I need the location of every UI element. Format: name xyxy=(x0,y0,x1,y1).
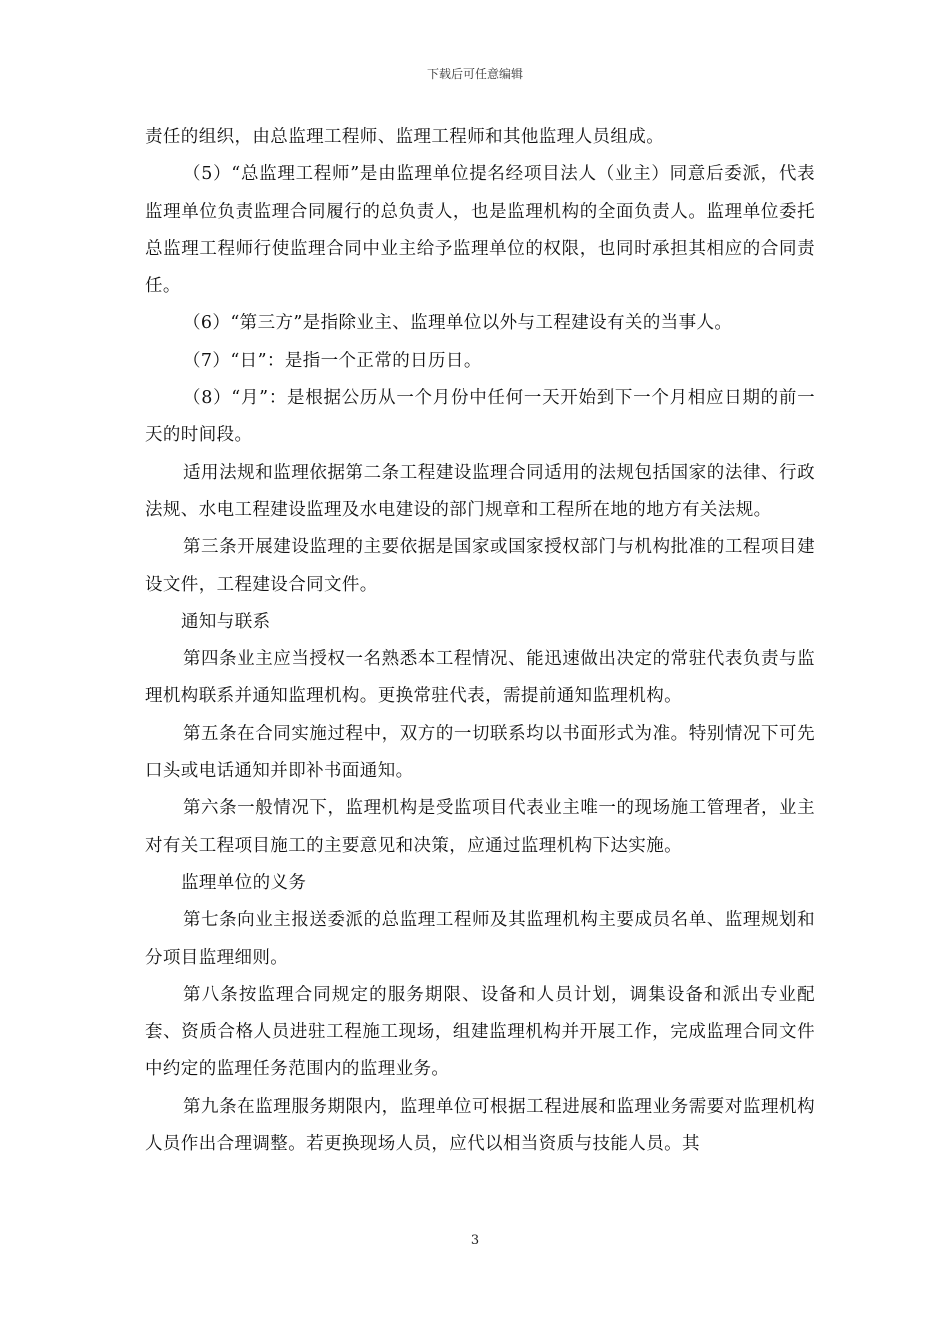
paragraph-article-5: 第五条在合同实施过程中，双方的一切联系均以书面形式为准。特别情况下可先口头或电话通知并即补书面通知。 xyxy=(145,723,815,782)
section-heading-obligations: 监理单位的义务 xyxy=(181,872,307,893)
page-header: 下载后可任意编辑 xyxy=(426,67,523,81)
paragraph-article-3: 第三条开展建设监理的主要依据是国家或国家授权部门与机构批准的工程项目建设文件，工程建设合同文件。 xyxy=(145,537,815,595)
paragraph-article-4: 第四条业主应当授权一名熟悉本工程情况、能迅速做出决定的常驻代表负责与监理机构联系并通知监理机构。更换常驻代表，需提前通知监理机构。 xyxy=(145,649,815,707)
document-body xyxy=(145,119,815,1163)
paragraph-article-7: 第七条向业主报送委派的总监理工程师及其监理机构主要成员名单、监理规划和分项目监理细则。 xyxy=(145,910,815,968)
paragraph-month-definition: （8）“月”：是根据公历从一个月份中任何一天开始到下一个月相应日期的前一天的时间段。 xyxy=(145,388,815,446)
section-heading-notice: 通知与联系 xyxy=(181,611,271,632)
paragraph-article-8: 第八条按监理合同规定的服务期限、设备和人员计划，调集设备和派出专业配套、资质合格人员进驻工程施工现场，组建监理机构并开展工作，完成监理合同文件中约定的监理任务范围内的监理业务。 xyxy=(145,984,815,1080)
paragraph-continuation: 责任的组织，由总监理工程师、监理工程师和其他监理人员组成。 xyxy=(145,127,665,147)
paragraph-article-9: 第九条在监理服务期限内，监理单位可根据工程进展和监理业务需要对监理机构人员作出合理调整。若更换现场人员，应代以相当资质与技能人员。其 xyxy=(145,1096,815,1155)
paragraph-day-definition: （7）“日”：是指一个正常的日历日。 xyxy=(183,350,482,371)
paragraph-third-party-definition: （6）“第三方”是指除业主、监理单位以外与工程建设有关的当事人。 xyxy=(183,313,733,334)
paragraph-article-2: 适用法规和监理依据第二条工程建设监理合同适用的法规包括国家的法律、行政法规、水电工程建设监理及水电建设的部门规章和工程所在地的地方有关法规。 xyxy=(145,462,815,520)
paragraph-chief-supervisor-definition: （5）“总监理工程师”是由监理单位提名经项目法人（业主）同意后委派，代表监理单位负责监理合同履行的总负责人，也是监理机构的全面负责人。监理单位委托总监理工程师行使监理合同中业主给予监理单位的权限，也同时承担其相应的合同责任。 xyxy=(145,164,815,297)
paragraph-article-6: 第六条一般情况下，监理机构是受监项目代表业主唯一的现场施工管理者，业主对有关工程项目施工的主要意见和决策，应通过监理机构下达实施。 xyxy=(145,798,815,856)
page-number: 3 xyxy=(470,1233,480,1248)
